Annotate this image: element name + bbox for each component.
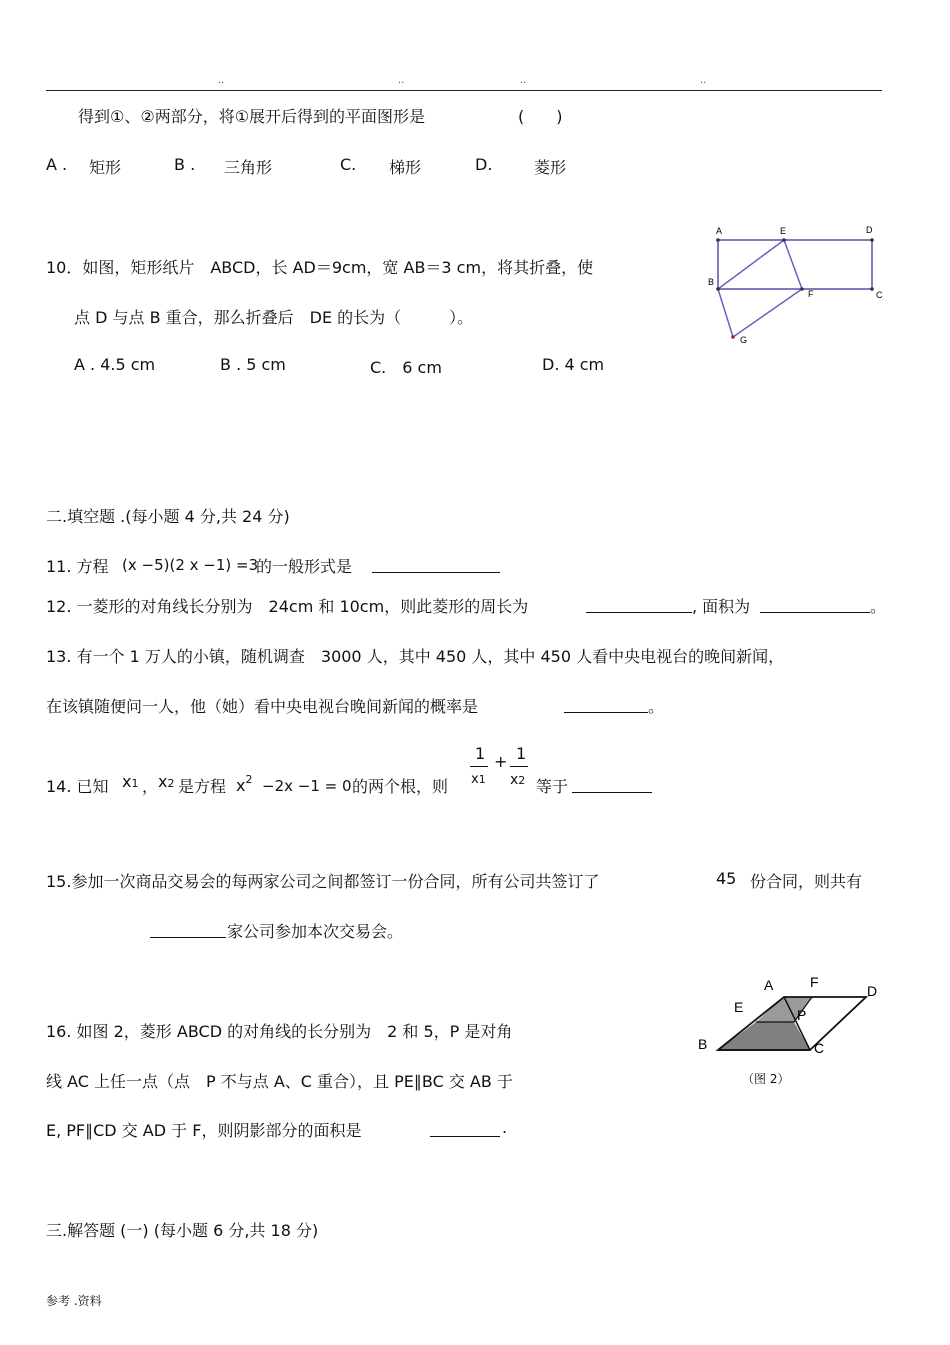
q14-x1: x1 bbox=[122, 772, 139, 791]
q9-option-c-letter: C. bbox=[340, 155, 357, 174]
q10-option-b: B . 5 cm bbox=[220, 355, 286, 374]
footer-text: 参考 .资料 bbox=[46, 1294, 102, 1308]
q12-perimeter-blank[interactable] bbox=[586, 596, 692, 613]
section3-title: 三.解答题 (一) (每小题 6 分,共 18 分) bbox=[46, 1221, 319, 1240]
q10-label-b: B bbox=[708, 277, 715, 287]
q10-fold-figure bbox=[700, 222, 890, 352]
q10-label-g: G bbox=[740, 335, 748, 345]
q10-label-a: A bbox=[716, 226, 723, 236]
header-dots-1: .. bbox=[218, 75, 225, 86]
q14-frac-1-bar bbox=[470, 766, 488, 767]
q10-option-c: C. 6 cm bbox=[370, 358, 442, 377]
q9-option-d-letter: D. bbox=[475, 155, 493, 174]
q10-line-1: 10．如图，矩形纸片 ABCD，长 AD＝9cm，宽 AB＝3 cm，将其折叠，使 bbox=[46, 258, 594, 277]
q16-label-e: E bbox=[734, 999, 744, 1015]
q9-option-b-letter: B . bbox=[174, 155, 196, 174]
q16-label-b: B bbox=[698, 1036, 708, 1052]
q9-option-d-text: 菱形 bbox=[534, 158, 567, 177]
q13-answer-blank[interactable] bbox=[564, 696, 648, 713]
q9-stem: 得到①、②两部分，将①展开后得到的平面图形是 bbox=[78, 107, 426, 126]
q14-eq-rest: −2x −1 = 0 bbox=[262, 777, 352, 795]
q16-shaded-lower bbox=[718, 1022, 810, 1050]
q10-label-e: E bbox=[780, 226, 787, 236]
q9-answer-paren: ( ) bbox=[518, 107, 563, 126]
q14-middle-2: 的两个根，则 bbox=[352, 777, 449, 796]
q14-eq-x: $x^2$ bbox=[236, 773, 253, 795]
q16-label-a: A bbox=[764, 977, 774, 993]
q16-label-d: D bbox=[867, 983, 878, 999]
q11-answer-blank[interactable] bbox=[372, 556, 500, 573]
q14-frac-2-bar bbox=[510, 766, 528, 767]
q15-answer-blank[interactable] bbox=[150, 921, 226, 938]
q12-end: 。 bbox=[870, 597, 887, 616]
q16-label-p: P bbox=[797, 1007, 807, 1023]
q14-answer-blank[interactable] bbox=[572, 776, 652, 793]
q16-label-f: F bbox=[810, 974, 819, 990]
q16-rhombus-figure bbox=[690, 970, 890, 1060]
q15-line-1-end: 份合同，则共有 bbox=[750, 872, 863, 891]
q10-option-a: A . 4.5 cm bbox=[74, 355, 156, 374]
q14-middle: 是方程 bbox=[178, 777, 227, 796]
q16-line-1: 16. 如图 2，菱形 ABCD 的对角线的长分别为 2 和 5，P 是对角 bbox=[46, 1022, 513, 1041]
q15-line-1: 15.参加一次商品交易会的每两家公司之间都签订一份合同，所有公司共签订了 bbox=[46, 872, 600, 891]
q14-frac-1-num: 1 bbox=[475, 744, 486, 763]
q16-end: . bbox=[502, 1118, 508, 1137]
q11-equation: (x −5)(2 x −1) =3 bbox=[122, 556, 259, 574]
q9-option-b-text: 三角形 bbox=[224, 158, 273, 177]
q13-end: 。 bbox=[648, 697, 665, 716]
q13-line-2: 在该镇随便问一人，他（她）看中央电视台晚间新闻的概率是 bbox=[46, 697, 479, 716]
q9-option-c-text: 梯形 bbox=[389, 158, 422, 177]
q9-option-a-letter: A . bbox=[46, 155, 68, 174]
q14-x2: x2 bbox=[158, 772, 175, 791]
q14-frac-2-den: x2 bbox=[510, 772, 526, 788]
q10-label-f: F bbox=[808, 289, 814, 299]
q14-equals-text: 等于 bbox=[536, 777, 569, 796]
header-dots-4: .. bbox=[700, 75, 707, 86]
q11-suffix: 的一般形式是 bbox=[256, 557, 353, 576]
q15-line-2: 家公司参加本次交易会。 bbox=[227, 922, 404, 941]
q10-label-d: D bbox=[866, 225, 873, 235]
section2-title: 二.填空题 .(每小题 4 分,共 24 分) bbox=[46, 507, 290, 526]
q14-prefix: 14. 已知 bbox=[46, 777, 109, 796]
q10-line-2: 点 D 与点 B 重合，那么折叠后 DE 的长为（ ）。 bbox=[74, 308, 474, 327]
q16-answer-blank[interactable] bbox=[430, 1120, 500, 1137]
q13-line-1: 13. 有一个 1 万人的小镇，随机调查 3000 人，其中 450 人，其中 450 人看中央电视台的晚间新闻， bbox=[46, 647, 785, 666]
q14-frac-1-den: x1 bbox=[471, 772, 486, 787]
q11-prefix: 11. 方程 bbox=[46, 557, 109, 576]
q12-area-label: , 面积为 bbox=[692, 597, 751, 616]
q12-text: 12. 一菱形的对角线长分别为 24cm 和 10cm，则此菱形的周长为 bbox=[46, 597, 529, 616]
q16-line-2: 线 AC 上任一点（点 P 不与点 A、C 重合），且 PE∥BC 交 AB 于 bbox=[46, 1072, 513, 1091]
q12-area-blank[interactable] bbox=[760, 596, 870, 613]
q14-frac-2-num: 1 bbox=[516, 744, 527, 763]
header-dots-2: .. bbox=[398, 75, 405, 86]
q16-label-c: C bbox=[814, 1040, 825, 1056]
q15-number: 45 bbox=[716, 869, 737, 888]
header-dots-3: .. bbox=[520, 75, 527, 86]
q10-option-d: D. 4 cm bbox=[542, 355, 605, 374]
q10-label-c: C bbox=[876, 290, 883, 300]
q16-line-3: E, PF∥CD 交 AD 于 F，则阴影部分的面积是 bbox=[46, 1121, 362, 1140]
header-rule bbox=[46, 90, 882, 91]
q14-comma: ， bbox=[142, 777, 159, 796]
q9-option-a-text: 矩形 bbox=[89, 158, 122, 177]
q14-plus: + bbox=[494, 752, 508, 771]
q16-figure-caption: （图 2） bbox=[742, 1072, 790, 1086]
